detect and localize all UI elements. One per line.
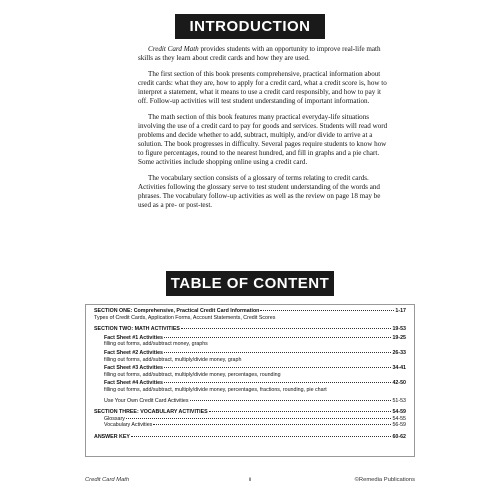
footer-publisher: ©Remedia Publications [354, 477, 415, 483]
leader-dots [209, 411, 392, 412]
leader-dots [190, 400, 392, 401]
toc-section-one-desc: Types of Credit Cards, Application Forms, Account Statements, Credit Scores [94, 314, 276, 321]
toc-own-card [94, 398, 406, 405]
toc-fact-3-title: Fact Sheet #3 Activities [104, 365, 163, 372]
toc-fact-2-desc: filling out forms, add/subtract, multiply/divide money, graph [104, 356, 242, 363]
toc-section-three-pages: 54-59 [392, 409, 406, 416]
toc-fact-1-title: Fact Sheet #1 Activities [104, 334, 163, 341]
toc-fact-sheet-3 [94, 365, 406, 372]
toc-own-title: Use Your Own Credit Card Activities [104, 397, 189, 404]
toc-own-pages: 51-53 [392, 397, 406, 404]
leader-dots [164, 352, 391, 353]
leader-dots [181, 328, 392, 329]
leader-dots [131, 436, 392, 437]
toc-heading: TABLE OF CONTENT [166, 271, 334, 296]
page-number: ii [248, 477, 252, 483]
leader-dots [153, 424, 391, 425]
toc-fact-sheet-4 [94, 380, 406, 387]
intro-paragraph-1-text: provides students with an opportunity to improve real-life math skills as they learn about credit cards and how they are used. [138, 45, 381, 63]
toc-section-one [94, 308, 406, 315]
intro-paragraph-3: The math section of this book features many practical everyday-life situations involving the use of a credit card to pay for goods and services. Students will read word problems and decide whether to add, subtract, multiply, and/or divide to arrive at a solution. The book progresses in difficulty. Several pages require students to know how to figure percentages, round to the nearest hundred, and fill in graphs and a pie chart. Some activities include shopping online using a credit card. [138, 112, 388, 167]
leader-dots [164, 337, 391, 338]
toc-fact-sheet-2 [94, 350, 406, 357]
toc-section-two [94, 326, 406, 333]
toc-fact-2-pages: 26-33 [392, 349, 406, 356]
toc-glossary-title: Glossary [104, 415, 125, 422]
toc-glossary-pages: 54-55 [392, 415, 406, 422]
toc-section-three-title: SECTION THREE: VOCABULARY ACTIVITIES [94, 409, 208, 416]
leader-dots [260, 310, 394, 311]
toc-section-three [94, 409, 406, 416]
footer-book-title: Credit Card Math [85, 477, 130, 483]
toc-vocab-title: Vocabulary Activities [104, 422, 153, 429]
toc-fact-2-title: Fact Sheet #2 Activities [104, 349, 163, 356]
intro-paragraph-2: The first section of this book presents comprehensive, practical information about credit cards: what they are, how to apply for a credit card, what a credit score is, how to interpret a statement, what it means to use a credit card responsibly, and how to pay it off. Follow-up activities will test student understanding of important information. [138, 69, 387, 105]
leader-dots [164, 382, 391, 383]
intro-paragraph-1 [138, 45, 392, 63]
toc-vocab-pages: 56-59 [392, 422, 406, 429]
toc-answer-pages: 60-62 [392, 433, 406, 440]
toc-fact-4-desc: filling out forms, add/subtract, multiply/divide money, percentages, fractions, rounding, pie chart [104, 386, 327, 393]
toc-section-two-pages: 19-53 [392, 326, 406, 333]
book-title-inline: Credit Card Math [148, 45, 199, 53]
toc-fact-sheet-1 [94, 335, 406, 342]
toc-fact-1-pages: 19-25 [392, 334, 406, 341]
toc-fact-3-pages: 34-41 [392, 365, 406, 372]
toc-glossary [94, 416, 406, 423]
toc-answer-title: ANSWER KEY [94, 433, 130, 440]
toc-section-one-title: SECTION ONE: Comprehensive, Practical Credit Card Information [94, 308, 260, 314]
introduction-heading: INTRODUCTION [175, 14, 325, 39]
introduction-body [138, 45, 392, 217]
toc-fact-1-desc: filling out forms, add/subtract money, graphs [104, 341, 208, 348]
leader-dots [164, 367, 391, 368]
toc-answer-key [94, 434, 406, 441]
table-of-contents [85, 304, 415, 457]
toc-fact-3-desc: filling out forms, add/subtract, multiply/divide money, percentages, rounding [104, 371, 281, 378]
toc-section-one-pages: 1-17 [395, 308, 406, 314]
toc-section-two-title: SECTION TWO: MATH ACTIVITIES [94, 326, 180, 333]
leader-dots [126, 418, 392, 419]
intro-paragraph-4: The vocabulary section consists of a glossary of terms relating to credit cards. Activities following the glossary serve to test student understanding of the words and phrases. The vocabulary follow-up activities as well as the review on page 18 may be used as a pre- or post-test. [138, 173, 381, 209]
toc-vocabulary [94, 422, 406, 429]
toc-fact-4-title: Fact Sheet #4 Activities [104, 380, 163, 387]
toc-fact-4-pages: 42-50 [392, 380, 406, 387]
